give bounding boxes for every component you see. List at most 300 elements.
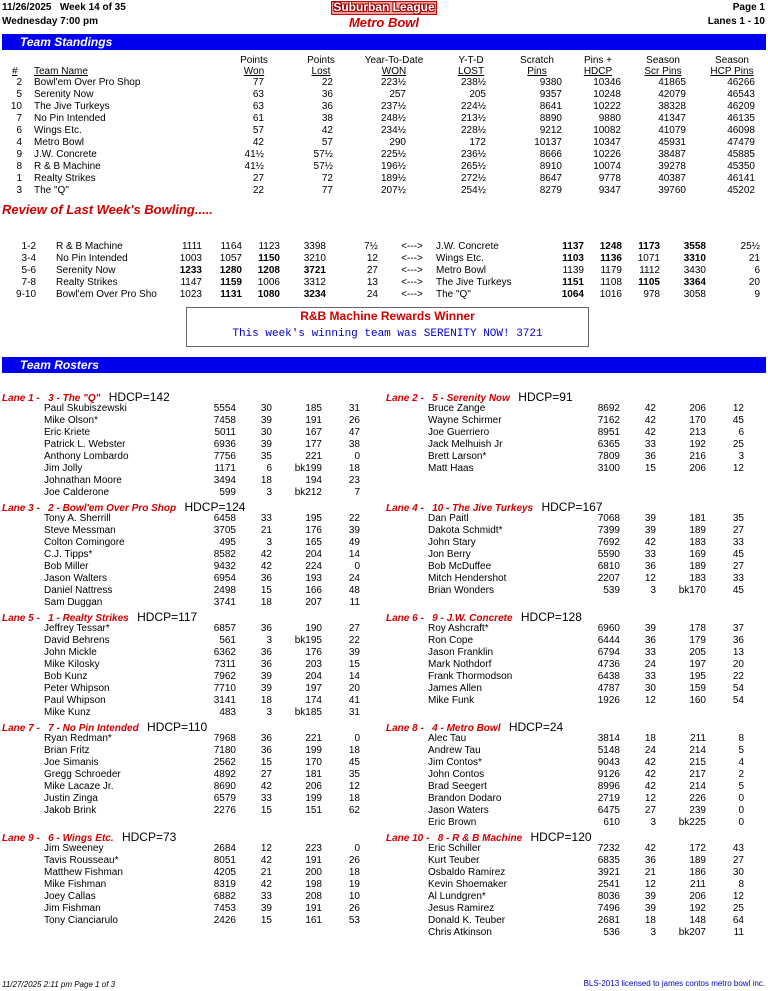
standings-cell: 8641 — [539, 101, 562, 112]
member-cell: 18 — [348, 745, 360, 756]
member-cell: 15 — [348, 659, 360, 670]
standings-cell: J.W. Concrete — [34, 149, 97, 160]
review-cell: 1071 — [637, 253, 660, 264]
roster-member — [0, 757, 370, 769]
member-cell: 169 — [689, 549, 706, 560]
roster-member — [0, 683, 370, 695]
member-cell: 5011 — [214, 427, 236, 438]
member-cell: 36 — [260, 659, 272, 670]
lane-header — [386, 500, 603, 514]
member-cell: Alec Tau — [428, 733, 467, 744]
review-cell: 3058 — [683, 289, 706, 300]
member-cell: Ryan Redman* — [44, 733, 112, 744]
member-cell: Mike Kilosky — [44, 659, 100, 670]
member-cell: 35 — [732, 513, 744, 524]
lane-header — [386, 610, 582, 624]
roster-member — [0, 745, 370, 757]
standings-cell: 10346 — [593, 77, 621, 88]
member-cell: Brandon Dodaro — [428, 793, 502, 804]
member-cell: 166 — [305, 585, 322, 596]
member-cell: 4736 — [597, 659, 620, 670]
member-cell: 170 — [305, 757, 322, 768]
member-cell: 42 — [644, 415, 656, 426]
roster-member — [384, 695, 754, 707]
roster-member — [384, 781, 754, 793]
review-cell: 3398 — [303, 241, 326, 252]
member-cell: 200 — [305, 867, 322, 878]
standings-cell: 41079 — [658, 125, 686, 136]
member-cell: 172 — [689, 843, 706, 854]
standings-cell: 5 — [16, 89, 22, 100]
member-cell: 2684 — [213, 843, 236, 854]
roster-member — [384, 817, 754, 829]
lane-label: Lane 9 - — [2, 833, 40, 844]
member-cell: Frank Thormodson — [428, 671, 513, 682]
member-cell: 194 — [305, 475, 322, 486]
standings-cell: 265½ — [460, 161, 486, 172]
member-cell: John Stary — [428, 537, 476, 548]
member-cell: 226 — [689, 793, 706, 804]
standings-cell: 8 — [16, 161, 22, 172]
standings-cell: 238½ — [460, 77, 486, 88]
member-cell: 195 — [305, 513, 322, 524]
member-cell: 7458 — [213, 415, 236, 426]
member-cell: Joe Guerriero — [428, 427, 490, 438]
team-rosters-bar: Team Rosters — [2, 357, 766, 373]
review-cell: 7½ — [364, 241, 378, 252]
standings-cell: 61 — [252, 113, 264, 124]
member-cell: 3 — [738, 451, 744, 462]
member-cell: 27 — [732, 561, 744, 572]
standings-cell: 38328 — [658, 101, 686, 112]
member-cell: 12 — [732, 463, 744, 474]
member-cell: 42 — [644, 537, 656, 548]
member-cell: 39 — [644, 891, 656, 902]
team-label: 5 - Serenity Now — [432, 393, 510, 404]
standings-row — [0, 77, 768, 89]
lane-label: Lane 8 - — [386, 723, 424, 734]
member-cell: 39 — [348, 525, 360, 536]
lane-pair: 1-2 — [21, 241, 36, 252]
review-cell: No Pin Intended — [56, 253, 128, 264]
member-cell: Tony A. Sherrill — [44, 513, 111, 524]
standings-cell: 40387 — [658, 173, 686, 184]
member-cell: 39 — [644, 903, 656, 914]
member-cell: 176 — [305, 647, 322, 658]
member-cell: 19 — [348, 879, 360, 890]
roster-member — [384, 415, 754, 427]
roster-member — [0, 769, 370, 781]
standings-cell: 10137 — [534, 137, 562, 148]
member-cell: 7068 — [597, 513, 620, 524]
member-cell: 7311 — [214, 659, 236, 670]
roster-member — [384, 439, 754, 451]
scratch-pins-header: Scratch Pins — [520, 55, 554, 77]
week-number: Week 14 of 35 — [59, 2, 126, 13]
member-cell: 15 — [260, 805, 272, 816]
member-cell: Andrew Tau — [428, 745, 481, 756]
review-cell: The Jive Turkeys — [436, 277, 512, 288]
member-cell: Bob Kunz — [44, 671, 88, 682]
lane-header — [2, 610, 197, 624]
versus-arrow: <---> — [401, 289, 423, 300]
member-cell: 2498 — [213, 585, 236, 596]
center-name: Metro Bowl — [348, 15, 420, 30]
member-cell: 207 — [305, 597, 322, 608]
member-cell: 195 — [689, 671, 706, 682]
review-cell: 1023 — [179, 289, 202, 300]
review-cell: 1179 — [600, 265, 622, 276]
standings-cell: 22 — [321, 77, 333, 88]
standings-cell: 8910 — [539, 161, 562, 172]
standings-cell: 172 — [469, 137, 486, 148]
member-cell: 148 — [689, 915, 706, 926]
member-cell: John Contos — [428, 769, 485, 780]
member-cell: 7710 — [213, 683, 236, 694]
standings-cell: 45885 — [727, 149, 755, 160]
roster-member — [0, 867, 370, 879]
lane-label: Lane 1 - — [2, 393, 40, 404]
review-row — [0, 265, 768, 277]
member-cell: 176 — [305, 525, 322, 536]
member-cell: 6857 — [213, 623, 236, 634]
member-cell: 221 — [305, 451, 322, 462]
standings-cell: 236½ — [460, 149, 486, 160]
member-cell: Gregg Schroeder — [44, 769, 121, 780]
member-cell: 36 — [260, 573, 272, 584]
roster-member — [0, 403, 370, 415]
standings-cell: 27 — [252, 173, 264, 184]
roster-member — [384, 623, 754, 635]
member-cell: 3705 — [213, 525, 236, 536]
member-cell: 3 — [266, 707, 272, 718]
review-cell: 3558 — [683, 241, 706, 252]
review-cell: 27 — [366, 265, 378, 276]
member-cell: 54 — [732, 695, 744, 706]
roster-member — [0, 451, 370, 463]
team-name-header: Team Name — [34, 66, 88, 77]
review-cell: 1137 — [562, 241, 584, 252]
standings-cell: 77 — [252, 77, 264, 88]
member-cell: 203 — [305, 659, 322, 670]
team-label: 8 - R & B Machine — [437, 833, 523, 844]
member-cell: Joe Calderone — [44, 487, 110, 498]
member-cell: 14 — [348, 671, 360, 682]
member-cell: 13 — [732, 647, 744, 658]
member-cell: bk199 — [294, 463, 322, 474]
member-cell: bk225 — [678, 817, 706, 828]
standings-cell: 10 — [10, 101, 22, 112]
standings-cell: Realty Strikes — [34, 173, 96, 184]
member-cell: 3494 — [213, 475, 236, 486]
member-cell: 18 — [260, 695, 272, 706]
member-cell: Joey Callas — [44, 891, 96, 902]
lane-header — [386, 390, 573, 404]
roster-member — [384, 683, 754, 695]
team-hdcp: HDCP=117 — [137, 610, 198, 624]
member-cell: 536 — [603, 927, 620, 938]
member-cell: 24 — [644, 745, 656, 756]
member-cell: Donald K. Teuber — [428, 915, 506, 926]
standings-cell: 57½ — [313, 149, 333, 160]
member-cell: Kurt Teuber — [428, 855, 480, 866]
roster-member — [384, 915, 754, 927]
review-cell: 978 — [643, 289, 660, 300]
member-cell: 3 — [650, 585, 656, 596]
member-cell: 2541 — [597, 879, 620, 890]
member-cell: 3814 — [597, 733, 620, 744]
standings-cell: The Jive Turkeys — [34, 101, 110, 112]
member-cell: 30 — [732, 867, 744, 878]
member-cell: John Mickle — [44, 647, 97, 658]
member-cell: Mitch Hendershot — [428, 573, 507, 584]
member-cell: 610 — [603, 817, 620, 828]
member-cell: Mark Nothdorf — [428, 659, 492, 670]
review-cell: 1105 — [638, 277, 660, 288]
member-cell: 47 — [348, 427, 360, 438]
standings-row — [0, 125, 768, 137]
season-hcp-header: Season HCP Pins — [710, 55, 754, 77]
team-label: 10 - The Jive Turkeys — [432, 503, 534, 514]
ytd-lost-header: Y-T-D LOST — [457, 55, 485, 77]
review-row — [0, 241, 768, 253]
member-cell: Jason Walters — [44, 573, 107, 584]
standings-cell: 41½ — [244, 161, 264, 172]
member-cell: 18 — [348, 867, 360, 878]
member-cell: 189 — [689, 525, 706, 536]
standings-cell: 9380 — [539, 77, 562, 88]
member-cell: 22 — [348, 513, 360, 524]
standings-cell: The "Q" — [34, 185, 69, 196]
roster-member — [384, 671, 754, 683]
standings-cell: 9880 — [598, 113, 621, 124]
review-cell: 1139 — [562, 265, 584, 276]
standings-cell: 2 — [16, 77, 22, 88]
standings-cell: 57½ — [313, 161, 333, 172]
lane-pair: 3-4 — [21, 253, 36, 264]
member-cell: 62 — [348, 805, 360, 816]
member-cell: 191 — [305, 415, 322, 426]
member-cell: 27 — [260, 769, 272, 780]
lane-header — [2, 830, 176, 844]
member-cell: 6 — [738, 427, 744, 438]
roster-member — [384, 733, 754, 745]
member-cell: Jim Contos* — [428, 757, 482, 768]
member-cell: bk185 — [294, 707, 322, 718]
member-cell: 36 — [260, 745, 272, 756]
member-cell: 8319 — [213, 879, 236, 890]
member-cell: 35 — [348, 769, 360, 780]
member-cell: 24 — [348, 573, 360, 584]
standings-cell: 9347 — [598, 185, 621, 196]
member-cell: Mike Funk — [428, 695, 475, 706]
team-label: 9 - J.W. Concrete — [432, 613, 513, 624]
member-cell: 45 — [732, 549, 744, 560]
member-cell: 42 — [260, 879, 272, 890]
rewards-text: This week's winning team was SERENITY NOW! 3721 — [232, 328, 543, 340]
review-cell: 3721 — [303, 265, 326, 276]
member-cell: 223 — [305, 843, 322, 854]
member-cell: 11 — [733, 927, 744, 938]
member-cell: 199 — [305, 793, 322, 804]
member-cell: 22 — [732, 671, 744, 682]
review-cell: Realty Strikes — [56, 277, 118, 288]
roster-member — [384, 927, 754, 939]
member-cell: Matt Haas — [428, 463, 474, 474]
team-hdcp: HDCP=110 — [147, 720, 208, 734]
standings-cell: 41½ — [244, 149, 264, 160]
roster-member — [384, 855, 754, 867]
member-cell: 167 — [305, 427, 322, 438]
member-cell: Kevin Shoemaker — [428, 879, 507, 890]
member-cell: 18 — [348, 793, 360, 804]
roster-member — [0, 439, 370, 451]
member-cell: 7496 — [597, 903, 620, 914]
member-cell: 54 — [732, 683, 744, 694]
member-cell: Bruce Zange — [428, 403, 486, 414]
member-cell: 2426 — [213, 915, 236, 926]
standings-cell: 38487 — [658, 149, 686, 160]
member-cell: 33 — [644, 671, 656, 682]
standings-cell: 36 — [321, 101, 333, 112]
member-cell: 30 — [260, 427, 272, 438]
review-row — [0, 289, 768, 301]
team-label: 4 - Metro Bowl — [432, 723, 501, 734]
member-cell: 192 — [689, 439, 706, 450]
member-cell: 7692 — [597, 537, 620, 548]
member-cell: 12 — [644, 793, 656, 804]
member-cell: 39 — [644, 525, 656, 536]
member-cell: Sam Duggan — [44, 597, 103, 608]
member-cell: Mike Lacaze Jr. — [44, 781, 114, 792]
member-cell: David Behrens — [44, 635, 110, 646]
member-cell: 160 — [689, 695, 706, 706]
roster-member — [0, 573, 370, 585]
versus-arrow: <---> — [401, 241, 423, 252]
review-title: Review of Last Week's Bowling..... — [2, 202, 213, 217]
team-hdcp: HDCP=24 — [508, 720, 564, 734]
member-cell: Jon Berry — [428, 549, 471, 560]
review-row — [0, 253, 768, 265]
member-cell: 191 — [305, 903, 322, 914]
print-info: 11/27/2025 2:11 pm Page 1 of 3 — [2, 980, 116, 989]
member-cell: Jason Waters — [428, 805, 489, 816]
standings-row — [0, 89, 768, 101]
roster-member — [0, 415, 370, 427]
standings-cell: 7 — [16, 113, 22, 124]
member-cell: 7756 — [213, 451, 236, 462]
member-cell: 12 — [732, 403, 744, 414]
member-cell: 0 — [738, 793, 744, 804]
team-label: 1 - Realty Strikes — [48, 613, 129, 624]
roster-member — [384, 903, 754, 915]
versus-arrow: <---> — [401, 253, 423, 264]
roster-member — [384, 513, 754, 525]
member-cell: 42 — [644, 427, 656, 438]
member-cell: Tony Cianciarulo — [44, 915, 118, 926]
page-number: Page 1 — [732, 2, 765, 13]
standings-cell: 9 — [16, 149, 22, 160]
member-cell: 6794 — [597, 647, 620, 658]
member-cell: 15 — [260, 585, 272, 596]
roster-member — [0, 781, 370, 793]
standings-cell: 1 — [16, 173, 22, 184]
review-cell: 1108 — [600, 277, 622, 288]
standings-cell: 72 — [321, 173, 333, 184]
member-cell: 198 — [305, 879, 322, 890]
member-cell: 185 — [305, 403, 322, 414]
lane-label: Lane 5 - — [2, 613, 40, 624]
lane-pair: 7-8 — [21, 277, 36, 288]
member-cell: 215 — [689, 757, 706, 768]
member-cell: 217 — [689, 769, 706, 780]
lane-label: Lane 2 - — [386, 393, 424, 404]
member-cell: 8036 — [597, 891, 620, 902]
member-cell: 206 — [305, 781, 322, 792]
member-cell: 193 — [305, 573, 322, 584]
standings-cell: 205 — [469, 89, 486, 100]
member-cell: 38 — [348, 439, 360, 450]
member-cell: 599 — [219, 487, 236, 498]
review-cell: Wings Etc. — [436, 253, 484, 264]
roster-member — [384, 525, 754, 537]
lane-header — [386, 720, 563, 734]
roster-member — [0, 879, 370, 891]
roster-member — [0, 903, 370, 915]
member-cell: 8692 — [597, 403, 620, 414]
member-cell: 7180 — [213, 745, 236, 756]
team-label: 3 - The "Q" — [48, 393, 101, 404]
review-cell: 1151 — [562, 277, 584, 288]
member-cell: 12 — [644, 573, 656, 584]
member-cell: bk207 — [678, 927, 706, 938]
member-cell: Daniel Nattress — [44, 585, 113, 596]
member-cell: 0 — [354, 843, 360, 854]
member-cell: Osbaldo Ramirez — [428, 867, 506, 878]
roster-member — [0, 891, 370, 903]
standings-cell: 46141 — [727, 173, 755, 184]
roster-member — [384, 659, 754, 671]
standings-cell: 77 — [321, 185, 333, 196]
team-hdcp: HDCP=142 — [108, 390, 170, 404]
standings-cell: 45931 — [658, 137, 686, 148]
standings-cell: 254½ — [460, 185, 486, 196]
member-cell: 2276 — [213, 805, 236, 816]
member-cell: 36 — [644, 561, 656, 572]
member-cell: 12 — [732, 891, 744, 902]
member-cell: 20 — [348, 683, 360, 694]
member-cell: 33 — [732, 573, 744, 584]
roster-member — [384, 427, 754, 439]
roster-member — [0, 585, 370, 597]
member-cell: 30 — [260, 403, 272, 414]
member-cell: 6365 — [597, 439, 620, 450]
member-cell: 204 — [305, 549, 322, 560]
standings-row — [0, 101, 768, 113]
member-cell: 39 — [260, 671, 272, 682]
member-cell: 205 — [689, 647, 706, 658]
standings-cell: 45350 — [727, 161, 755, 172]
standings-cell: 39760 — [658, 185, 686, 196]
member-cell: Bob Miller — [44, 561, 89, 572]
versus-arrow: <---> — [401, 265, 423, 276]
standings-cell: 3 — [16, 185, 22, 196]
standings-cell: 223½ — [380, 77, 406, 88]
member-cell: 181 — [689, 513, 706, 524]
member-cell: 8051 — [213, 855, 236, 866]
member-cell: 495 — [219, 537, 236, 548]
member-cell: Steve Messman — [44, 525, 116, 536]
